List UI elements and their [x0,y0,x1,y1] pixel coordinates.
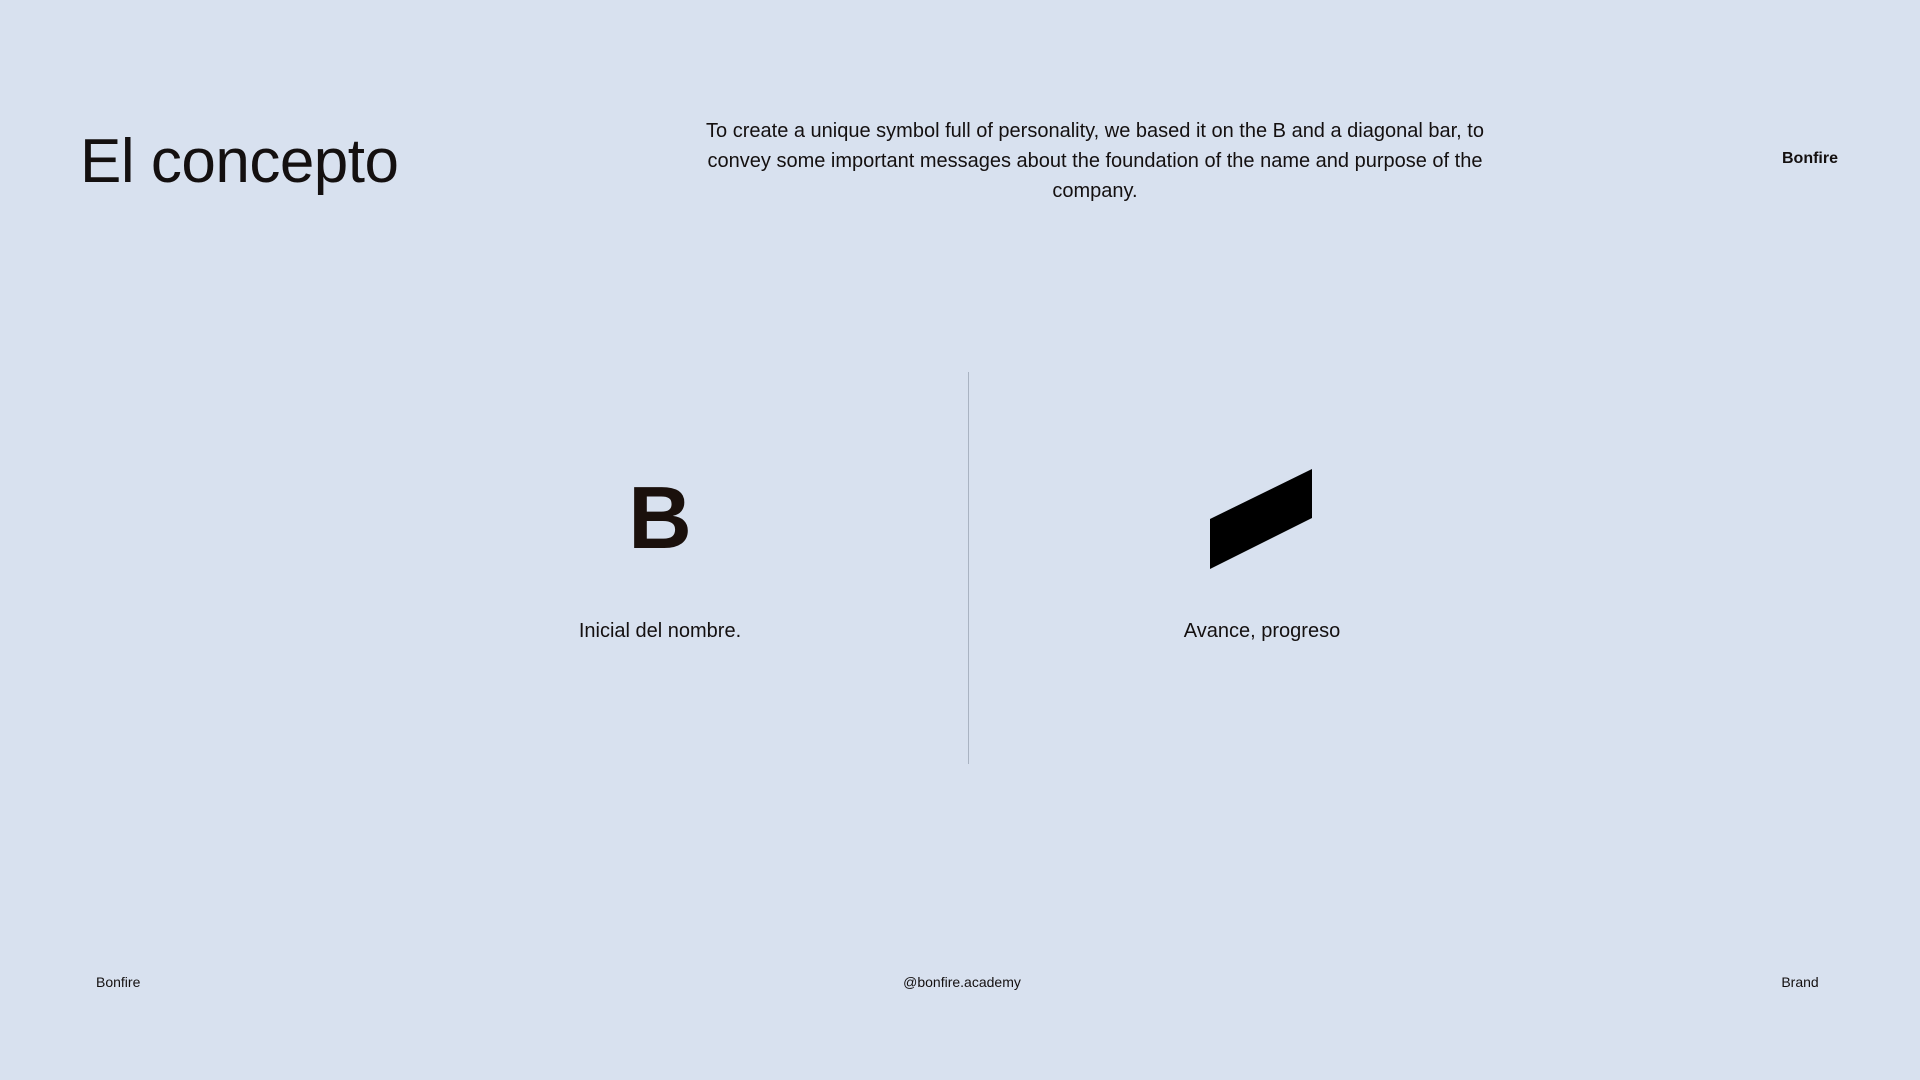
intro-paragraph: To create a unique symbol full of personality, we based it on the B and a diagonal bar, to convey some important messages about the foundation of the name and purpose of the company. [706,120,1484,202]
footer-section: Brand [1781,974,1819,990]
brand-label: Bonfire [1782,150,1838,167]
letter-b-icon: B [628,468,692,567]
left-caption: Inicial del nombre. [578,620,742,642]
footer-handle: @bonfire.academy [903,974,1021,990]
center-divider [968,372,969,764]
right-caption: Avance, progreso [1183,620,1341,642]
footer-brand: Bonfire [96,974,141,990]
page-title: El concepto [80,127,399,196]
diagonal-bar-icon [1210,469,1313,569]
